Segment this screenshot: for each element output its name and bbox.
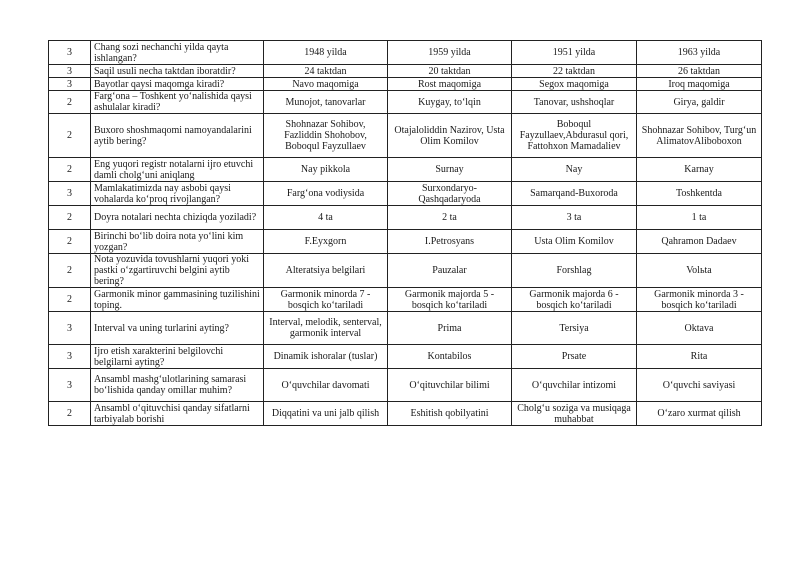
answer-c-cell: 3 ta: [512, 206, 637, 230]
answer-a-cell: F.Eyxgorn: [264, 230, 388, 254]
answer-a-cell: Nay pikkola: [264, 158, 388, 182]
question-cell: Bayotlar qaysi maqomga kiradi?: [91, 78, 264, 91]
table-row: [49, 288, 762, 312]
answer-b-cell: Surnay: [388, 158, 512, 182]
answer-b-cell: I.Petrosyans: [388, 230, 512, 254]
answer-d-cell: O‘quvchi saviyasi: [637, 369, 762, 402]
answer-c-cell: Usta Olim Komilov: [512, 230, 637, 254]
table-row: [49, 230, 762, 254]
answer-b-cell: Pauzalar: [388, 254, 512, 288]
score-cell: 2: [49, 402, 91, 426]
answer-a-cell: Dinamik ishoralar (tuslar): [264, 345, 388, 369]
answer-b-cell: 20 taktdan: [388, 65, 512, 78]
answer-d-cell: Volьta: [637, 254, 762, 288]
question-cell: Chang sozi nechanchi yilda qayta ishlangan?: [91, 41, 264, 65]
question-cell: Birinchi bo‘lib doira nota yo‘lini kim yozgan?: [91, 230, 264, 254]
table-row: [49, 78, 762, 91]
answer-c-cell: Samarqand-Buxoroda: [512, 182, 637, 206]
answer-a-cell: 1948 yilda: [264, 41, 388, 65]
answer-d-cell: 1 ta: [637, 206, 762, 230]
score-cell: 3: [49, 312, 91, 345]
test-sheet: [48, 40, 761, 426]
score-cell: 2: [49, 254, 91, 288]
score-cell: 2: [49, 206, 91, 230]
answer-c-cell: Cholg‘u soziga va musiqaga muhabbat: [512, 402, 637, 426]
score-cell: 2: [49, 91, 91, 114]
answer-b-cell: Garmonik majorda 5 - bosqich ko‘tariladi: [388, 288, 512, 312]
questions-table-body: [49, 41, 762, 426]
answer-d-cell: Girya, galdir: [637, 91, 762, 114]
table-row: [49, 182, 762, 206]
answer-b-cell: O‘qituvchilar bilimi: [388, 369, 512, 402]
question-cell: Garmonik minor gammasining tuzilishini toping.: [91, 288, 264, 312]
answer-b-cell: Kuygay, to‘lqin: [388, 91, 512, 114]
question-cell: Interval va uning turlarini ayting?: [91, 312, 264, 345]
answer-d-cell: Qahramon Dadaev: [637, 230, 762, 254]
answer-a-cell: 24 taktdan: [264, 65, 388, 78]
table-row: [49, 369, 762, 402]
answer-c-cell: Prsate: [512, 345, 637, 369]
score-cell: 2: [49, 114, 91, 158]
answer-a-cell: O‘quvchilar davomati: [264, 369, 388, 402]
answer-a-cell: Munojot, tanovarlar: [264, 91, 388, 114]
answer-a-cell: 4 ta: [264, 206, 388, 230]
question-cell: Ansambl mashg‘ulotlarining samarasi bo‘lishida qanday omillar muhim?: [91, 369, 264, 402]
question-cell: Ansambl o‘qituvchisi qanday sifatlarni tarbiyalab borishi: [91, 402, 264, 426]
answer-d-cell: Oktava: [637, 312, 762, 345]
answer-a-cell: Garmonik minorda 7 - bosqich ko‘tariladi: [264, 288, 388, 312]
table-row: [49, 312, 762, 345]
answer-a-cell: Farg‘ona vodiysida: [264, 182, 388, 206]
score-cell: 3: [49, 345, 91, 369]
answer-a-cell: Navo maqomiga: [264, 78, 388, 91]
question-cell: Nota yozuvida tovushlarni yuqori yoki pastki o‘zgartiruvchi belgini aytib bering?: [91, 254, 264, 288]
answer-d-cell: Garmonik minorda 3 - bosqich ko‘tariladi: [637, 288, 762, 312]
table-row: [49, 254, 762, 288]
answer-c-cell: 22 taktdan: [512, 65, 637, 78]
question-cell: Farg‘ona – Toshkent yo‘nalishida qaysi ashulalar kiradi?: [91, 91, 264, 114]
question-cell: Mamlakatimizda nay asbobi qaysi vohalarda ko‘proq rivojlangan?: [91, 182, 264, 206]
table-row: [49, 91, 762, 114]
answer-d-cell: O‘zaro xurmat qilish: [637, 402, 762, 426]
question-cell: Buxoro shoshmaqomi namoyandalarini aytib bering?: [91, 114, 264, 158]
answer-a-cell: Interval, melodik, senterval, garmonik interval: [264, 312, 388, 345]
answer-d-cell: Iroq maqomiga: [637, 78, 762, 91]
table-row: [49, 158, 762, 182]
answer-a-cell: Alteratsiya belgilari: [264, 254, 388, 288]
answer-b-cell: Eshitish qobilyatini: [388, 402, 512, 426]
table-row: [49, 65, 762, 78]
question-cell: Eng yuqori registr notalarni ijro etuvchi damli cholg‘uni aniqlang: [91, 158, 264, 182]
answer-c-cell: O‘quvchilar intizomi: [512, 369, 637, 402]
answer-b-cell: 1959 yilda: [388, 41, 512, 65]
score-cell: 3: [49, 369, 91, 402]
answer-b-cell: Prima: [388, 312, 512, 345]
answer-c-cell: Boboqul Fayzullaev,Abdurasul qori, Fattohxon Mamadaliev: [512, 114, 637, 158]
score-cell: 3: [49, 78, 91, 91]
table-row: [49, 345, 762, 369]
questions-table: [48, 40, 762, 426]
answer-d-cell: 1963 yilda: [637, 41, 762, 65]
answer-c-cell: Tanovar, ushshoqlar: [512, 91, 637, 114]
question-cell: Ijro etish xarakterini belgilovchi belgilarni ayting?: [91, 345, 264, 369]
score-cell: 2: [49, 158, 91, 182]
answer-b-cell: 2 ta: [388, 206, 512, 230]
table-row: [49, 41, 762, 65]
answer-b-cell: Surxondaryo-Qashqadaryoda: [388, 182, 512, 206]
answer-c-cell: Forshlag: [512, 254, 637, 288]
score-cell: 2: [49, 288, 91, 312]
answer-c-cell: 1951 yilda: [512, 41, 637, 65]
answer-c-cell: Segox maqomiga: [512, 78, 637, 91]
answer-d-cell: Toshkentda: [637, 182, 762, 206]
question-cell: Doyra notalari nechta chiziqda yoziladi?: [91, 206, 264, 230]
table-row: [49, 206, 762, 230]
answer-c-cell: Tersiya: [512, 312, 637, 345]
score-cell: 3: [49, 65, 91, 78]
answer-d-cell: Karnay: [637, 158, 762, 182]
answer-a-cell: Shohnazar Sohibov, Fazliddin Shohobov, Boboqul Fayzullaev: [264, 114, 388, 158]
answer-b-cell: Kontabilos: [388, 345, 512, 369]
question-cell: Saqil usuli necha taktdan iboratdir?: [91, 65, 264, 78]
answer-c-cell: Garmonik majorda 6 - bosqich ko‘tariladi: [512, 288, 637, 312]
answer-d-cell: Rita: [637, 345, 762, 369]
answer-a-cell: Diqqatini va uni jalb qilish: [264, 402, 388, 426]
answer-d-cell: Shohnazar Sohibov, Turg‘un AlimatovAliboboxon: [637, 114, 762, 158]
score-cell: 3: [49, 41, 91, 65]
score-cell: 3: [49, 182, 91, 206]
table-row: [49, 114, 762, 158]
answer-c-cell: Nay: [512, 158, 637, 182]
answer-b-cell: Rost maqomiga: [388, 78, 512, 91]
score-cell: 2: [49, 230, 91, 254]
answer-d-cell: 26 taktdan: [637, 65, 762, 78]
answer-b-cell: Otajaloliddin Nazirov, Usta Olim Komilov: [388, 114, 512, 158]
table-row: [49, 402, 762, 426]
